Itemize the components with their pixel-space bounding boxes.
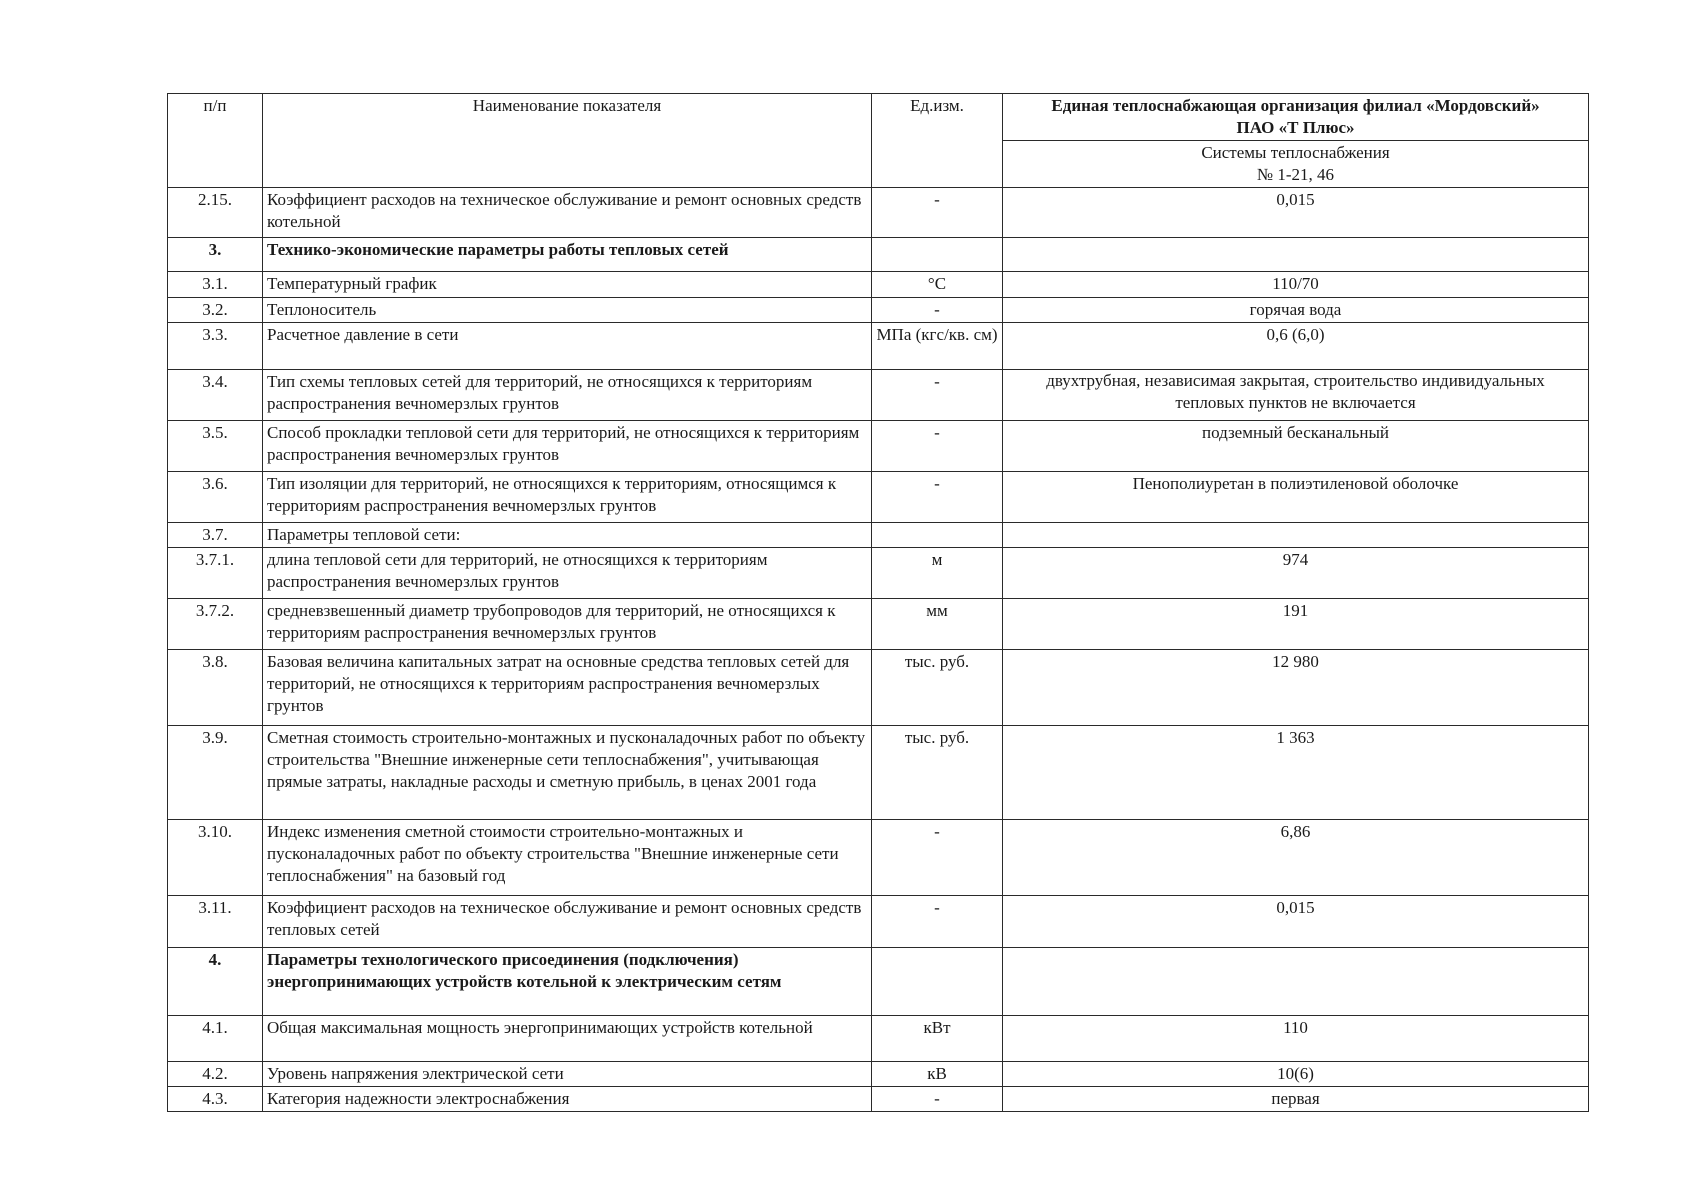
row-number: 2.15.: [168, 188, 263, 238]
table-row: [168, 370, 1589, 421]
row-number: 3.11.: [168, 896, 263, 948]
row-value: 110/70: [1003, 272, 1589, 298]
row-name: Базовая величина капитальных затрат на основные средства тепловых сетей для территорий, не относящихся к территориям распространения вечномерзлых грунтов: [263, 650, 872, 726]
row-value: 191: [1003, 599, 1589, 650]
row-unit: -: [872, 188, 1003, 238]
table-row: [168, 948, 1589, 1016]
systems-line-2: № 1-21, 46: [1256, 165, 1335, 184]
row-number: 4.2.: [168, 1062, 263, 1087]
row-number: 3.4.: [168, 370, 263, 421]
table-header-row: [168, 94, 1589, 141]
row-value: Пенополиуретан в полиэтиленовой оболочке: [1003, 472, 1589, 523]
table-row: [168, 421, 1589, 472]
row-number: 4.3.: [168, 1087, 263, 1112]
table-row: [168, 1062, 1589, 1087]
row-number: 3.7.2.: [168, 599, 263, 650]
row-unit: м: [872, 548, 1003, 599]
row-name: Теплоноситель: [263, 298, 872, 323]
table-row: [168, 650, 1589, 726]
row-number: 3.2.: [168, 298, 263, 323]
row-name: Коэффициент расходов на техническое обслуживание и ремонт основных средств тепловых сетей: [263, 896, 872, 948]
table-row: [168, 820, 1589, 896]
row-number: 4.: [168, 948, 263, 1016]
row-name: Уровень напряжения электрической сети: [263, 1062, 872, 1087]
row-name: Сметная стоимость строительно-монтажных и пусконаладочных работ по объекту строительства "Внешние инженерные сети теплоснабжения", учитывающая прямые затраты, накладные расходы и сметную прибыль, в ценах 2001 года: [263, 726, 872, 820]
row-unit: °C: [872, 272, 1003, 298]
systems-line-1: Системы теплоснабжения: [1201, 143, 1390, 162]
row-number: 3.5.: [168, 421, 263, 472]
row-value: двухтрубная, независимая закрытая, строительство индивидуальных тепловых пунктов не включается: [1003, 370, 1589, 421]
row-value: 974: [1003, 548, 1589, 599]
row-unit: -: [872, 370, 1003, 421]
row-unit: [872, 238, 1003, 272]
row-name: Коэффициент расходов на техническое обслуживание и ремонт основных средств котельной: [263, 188, 872, 238]
table-row: [168, 1087, 1589, 1112]
row-number: 4.1.: [168, 1016, 263, 1062]
row-name: Тип изоляции для территорий, не относящихся к территориям, относящимся к территориям распространения вечномерзлых грунтов: [263, 472, 872, 523]
row-name: Расчетное давление в сети: [263, 323, 872, 370]
row-name: Технико-экономические параметры работы тепловых сетей: [263, 238, 872, 272]
organization-line-2: ПАО «Т Плюс»: [1236, 118, 1355, 137]
row-unit: -: [872, 1087, 1003, 1112]
row-name: средневзвешенный диаметр трубопроводов для территорий, не относящихся к территориям распространения вечномерзлых грунтов: [263, 599, 872, 650]
table-row: [168, 323, 1589, 370]
organization-line-1: Единая теплоснабжающая организация филиал «Мордовский»: [1051, 96, 1540, 115]
row-name: Параметры технологического присоединения (подключения) энергопринимающих устройств котельной к электрическим сетям: [263, 948, 872, 1016]
row-value: подземный бесканальный: [1003, 421, 1589, 472]
row-unit: -: [872, 820, 1003, 896]
row-unit: [872, 523, 1003, 548]
table-row: [168, 238, 1589, 272]
row-name: длина тепловой сети для территорий, не относящихся к территориям распространения вечномерзлых грунтов: [263, 548, 872, 599]
row-value: 0,015: [1003, 896, 1589, 948]
row-name: Температурный график: [263, 272, 872, 298]
row-number: 3.9.: [168, 726, 263, 820]
header-unit: Ед.изм.: [872, 94, 1003, 188]
row-value: 1 363: [1003, 726, 1589, 820]
header-indicator-name: Наименование показателя: [263, 94, 872, 188]
row-unit: -: [872, 298, 1003, 323]
row-value: 0,015: [1003, 188, 1589, 238]
row-name: Индекс изменения сметной стоимости строительно-монтажных и пусконаладочных работ по объекту строительства "Внешние инженерные сети теплоснабжения" на базовый год: [263, 820, 872, 896]
row-unit: [872, 948, 1003, 1016]
row-number: 3.8.: [168, 650, 263, 726]
row-unit: тыс. руб.: [872, 650, 1003, 726]
row-name: Тип схемы тепловых сетей для территорий, не относящихся к территориям распространения вечномерзлых грунтов: [263, 370, 872, 421]
table-row: [168, 599, 1589, 650]
row-number: 3.3.: [168, 323, 263, 370]
row-value: 10(6): [1003, 1062, 1589, 1087]
parameters-table: [167, 93, 1589, 1112]
row-value: 110: [1003, 1016, 1589, 1062]
row-unit: тыс. руб.: [872, 726, 1003, 820]
row-number: 3.7.1.: [168, 548, 263, 599]
table-row: [168, 726, 1589, 820]
row-number: 3.1.: [168, 272, 263, 298]
header-systems: [1003, 141, 1589, 188]
row-unit: -: [872, 472, 1003, 523]
table-row: [168, 472, 1589, 523]
table-row: [168, 523, 1589, 548]
table-row: [168, 896, 1589, 948]
row-unit: кВт: [872, 1016, 1003, 1062]
row-name: Способ прокладки тепловой сети для территорий, не относящихся к территориям распространения вечномерзлых грунтов: [263, 421, 872, 472]
row-value: 12 980: [1003, 650, 1589, 726]
row-number: 3.7.: [168, 523, 263, 548]
row-value: первая: [1003, 1087, 1589, 1112]
row-number: 3.10.: [168, 820, 263, 896]
row-value: [1003, 238, 1589, 272]
header-organization: [1003, 94, 1589, 141]
row-number: 3.: [168, 238, 263, 272]
row-value: [1003, 523, 1589, 548]
row-unit: мм: [872, 599, 1003, 650]
row-value: 0,6 (6,0): [1003, 323, 1589, 370]
header-number: п/п: [168, 94, 263, 188]
row-unit: -: [872, 896, 1003, 948]
row-unit: -: [872, 421, 1003, 472]
row-value: горячая вода: [1003, 298, 1589, 323]
row-value: [1003, 948, 1589, 1016]
row-unit: кВ: [872, 1062, 1003, 1087]
row-number: 3.6.: [168, 472, 263, 523]
table-row: [168, 188, 1589, 238]
row-name: Категория надежности электроснабжения: [263, 1087, 872, 1112]
table-row: [168, 1016, 1589, 1062]
table-row: [168, 272, 1589, 298]
row-unit: МПа (кгс/кв. см): [872, 323, 1003, 370]
row-name: Параметры тепловой сети:: [263, 523, 872, 548]
table-row: [168, 298, 1589, 323]
table-row: [168, 548, 1589, 599]
row-name: Общая максимальная мощность энергопринимающих устройств котельной: [263, 1016, 872, 1062]
row-value: 6,86: [1003, 820, 1589, 896]
